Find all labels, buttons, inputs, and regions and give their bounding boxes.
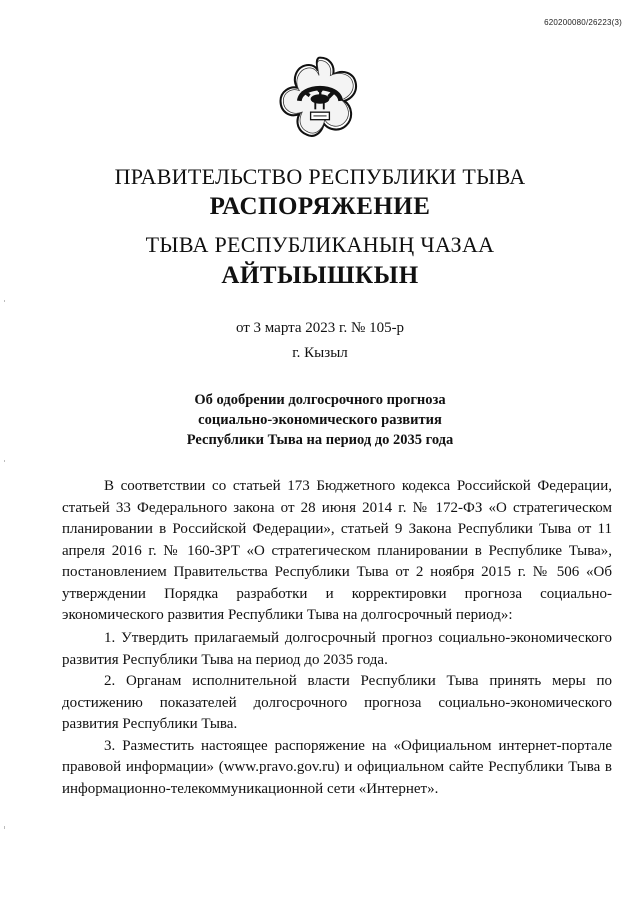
scan-mark <box>4 826 5 829</box>
document-title-line: социально-экономического развития <box>198 412 442 428</box>
government-heading-tyvan: ТЫВА РЕСПУБЛИКАНЫҢ ЧАЗАА <box>145 232 495 257</box>
document-title-line: Об одобрении долгосрочного прогноза <box>194 392 446 408</box>
preamble-paragraph: В соответствии со статьей 173 Бюджетного кодекса Российской Федерации, статьей 33 Федерального закона от 28 июня 2014 г. № 172-ФЗ «О стратегическом планировании в Российской Федерации», статьей 9 Закона Республики Тыва от 11 апреля 2016 г. № 160-ЗРТ «О стратегическом планировании в Республике Тыва», постановлением Правительства Республики Тыва от 2 ноября 2015 г. № 506 «Об утверждении Порядка разработки и корректировки прогноза социально-экономического развития Республики Тыва на долгосрочный период»: <box>62 478 612 623</box>
government-heading: ПРАВИТЕЛЬСТВО РЕСПУБЛИКИ ТЫВА <box>114 164 526 189</box>
scan-mark <box>4 460 5 462</box>
document-type-heading: РАСПОРЯЖЕНИЕ <box>209 193 431 220</box>
document-date-number: от 3 марта 2023 г. № 105-р <box>235 320 405 336</box>
order-items-block <box>62 628 612 800</box>
order-item: 1. Утвердить прилагаемый долгосрочный прогноз социально-экономического развития Республики Тыва на период до 2035 года. <box>62 630 612 668</box>
order-item: 3. Разместить настоящее распоряжение на «Официальном интернет-портале правовой информации» (www.pravo.gov.ru) и официальном сайте Республики Тыва в информационно-телекоммуникационной сети «Интернет». <box>62 737 612 797</box>
tyva-coat-of-arms-emblem <box>273 52 367 146</box>
document-city: г. Кызыл <box>292 345 348 361</box>
preamble-block <box>62 476 612 627</box>
document-type-heading-tyvan: АЙТЫЫШКЫН <box>221 262 419 289</box>
scan-mark <box>4 300 5 302</box>
document-title <box>0 390 640 450</box>
order-item: 2. Органам исполнительной власти Республики Тыва принять меры по достижению показателей долгосрочного прогноза социально-экономического развития Республики Тыва. <box>62 673 612 732</box>
document-registration-number: 620200080/26223(3) <box>544 18 622 27</box>
document-title-line: Республики Тыва на период до 2035 года <box>186 432 454 448</box>
